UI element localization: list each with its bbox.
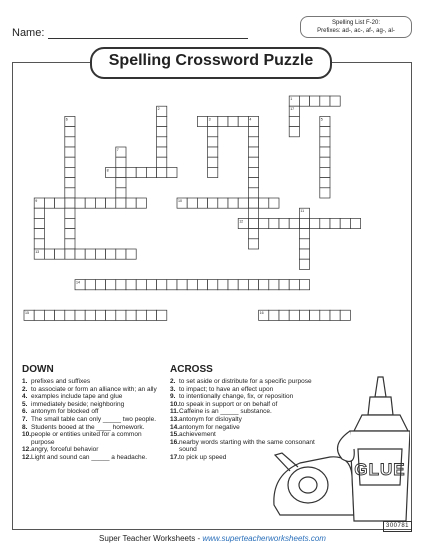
clue-text: to intentionally change, fix, or reposition [179, 393, 294, 401]
clue-text: to pick up speed [179, 453, 227, 461]
crossword-cell[interactable] [208, 147, 218, 157]
crossword-cell[interactable] [208, 167, 218, 177]
clue-text: antonym for disloyalty [179, 415, 242, 423]
clue-number: 13. [170, 415, 180, 423]
crossword-cell[interactable] [320, 178, 330, 188]
crossword-cell[interactable] [116, 167, 126, 177]
crossword-cell[interactable] [330, 96, 340, 106]
crossword-cell[interactable] [238, 280, 248, 290]
crossword-cell[interactable] [248, 137, 258, 147]
clue-text: Caffeine is an _____ substance. [179, 408, 272, 416]
list-prefixes: Prefixes: ad-, ac-, af-, ag-, al- [317, 28, 395, 34]
crossword-cell[interactable] [106, 249, 116, 259]
crossword-cell[interactable] [208, 280, 218, 290]
crossword-cell[interactable] [65, 249, 75, 259]
crossword-cell[interactable] [320, 310, 330, 320]
crossword-cell[interactable] [279, 280, 289, 290]
crossword-cell[interactable] [95, 310, 105, 320]
down-clue [22, 416, 162, 424]
crossword-cell[interactable] [34, 310, 44, 320]
clue-number: 8. [22, 423, 28, 431]
clue-text: angry, forceful behavior [31, 446, 99, 454]
crossword-cell[interactable] [157, 280, 167, 290]
clue-text: to associate or form an alliance with; an ally [31, 385, 157, 393]
clue-number: 12. [22, 453, 32, 461]
clue-number: 12. [22, 446, 32, 454]
crossword-cell[interactable] [289, 310, 299, 320]
crossword-cell[interactable] [248, 188, 258, 198]
crossword-cell[interactable] [126, 167, 136, 177]
crossword-cell[interactable] [187, 280, 197, 290]
crossword-cell[interactable] [299, 310, 309, 320]
clue-number: 2. [22, 385, 28, 393]
down-clue [22, 431, 162, 446]
crossword-cell[interactable] [126, 280, 136, 290]
crossword-cell[interactable] [55, 198, 65, 208]
crossword-cell[interactable] [248, 198, 258, 208]
crossword-cell[interactable] [116, 178, 126, 188]
crossword-cell[interactable] [157, 137, 167, 147]
clue-text: people or entities united for a common purpose [31, 431, 142, 446]
name-label: Name: [12, 27, 45, 39]
clue-text: to speak in support or on behalf of [179, 400, 278, 408]
crossword-cell[interactable] [136, 310, 146, 320]
crossword-cell[interactable] [55, 310, 65, 320]
crossword-cell[interactable] [228, 198, 238, 208]
clue-text: Students booed at the ____ homework. [31, 423, 145, 431]
crossword-cell[interactable] [55, 249, 65, 259]
cell-number: 10 [178, 199, 182, 203]
crossword-cell[interactable] [126, 198, 136, 208]
cell-number: 1 [290, 97, 293, 101]
crossword-cell[interactable] [248, 127, 258, 137]
crossword-cell[interactable] [269, 218, 279, 228]
crossword-cell[interactable] [65, 167, 75, 177]
crossword-cell[interactable] [106, 310, 116, 320]
crossword-cell[interactable] [299, 96, 309, 106]
cell-number: 17 [290, 107, 295, 112]
crossword-cell[interactable] [65, 310, 75, 320]
crossword-cell[interactable] [248, 157, 258, 167]
crossword-cell[interactable] [320, 188, 330, 198]
cell-number: 13 [35, 250, 40, 254]
crossword-cell[interactable] [299, 249, 309, 259]
crossword-cell[interactable] [65, 178, 75, 188]
crossword-cell[interactable] [289, 280, 299, 290]
crossword-cell[interactable] [157, 157, 167, 167]
down-clue [22, 446, 162, 454]
crossword-cell[interactable] [330, 310, 340, 320]
crossword-cell[interactable] [167, 280, 177, 290]
crossword-cell[interactable] [44, 310, 54, 320]
crossword-cell[interactable] [330, 218, 340, 228]
clue-text: antonym for negative [179, 423, 240, 431]
clue-number: 2. [170, 378, 176, 385]
crossword-cell[interactable] [85, 280, 95, 290]
crossword-cell[interactable] [167, 167, 177, 177]
cell-number: 5 [320, 117, 323, 122]
clue-text: nearby words starting with the same consonant sound [179, 438, 315, 454]
crossword-cell[interactable] [208, 157, 218, 167]
crossword-cell[interactable] [44, 198, 54, 208]
cell-number: 14 [76, 280, 80, 285]
cell-number: 3 [208, 117, 211, 122]
crossword-cell[interactable] [75, 310, 85, 320]
clue-text: achievement [179, 431, 216, 439]
clue-number: 1. [22, 378, 28, 385]
clue-text: to set aside or distribute for a specific purpose [179, 378, 312, 385]
clue-number: 10. [22, 431, 32, 439]
clue-number: 17. [170, 453, 180, 461]
crossword-cell[interactable] [238, 116, 248, 126]
footer-brand: Super Teacher Worksheets - [99, 534, 203, 543]
crossword-cell[interactable] [279, 218, 289, 228]
crossword-cell[interactable] [248, 167, 258, 177]
crossword-cell[interactable] [269, 310, 279, 320]
crossword-cell[interactable] [320, 96, 330, 106]
crossword-cell[interactable] [248, 147, 258, 157]
crossword-cell[interactable] [320, 218, 330, 228]
clue-text: immediately beside; neighboring [31, 400, 125, 408]
worksheet-code: 300781 [383, 521, 412, 532]
crossword-cell[interactable] [126, 310, 136, 320]
glue-bottle-illustration [270, 375, 410, 525]
crossword-cell[interactable] [65, 198, 75, 208]
clue-number: 7. [22, 415, 28, 423]
crossword-cell[interactable] [248, 239, 258, 249]
crossword-cell[interactable] [65, 218, 75, 228]
crossword-cell[interactable] [248, 208, 258, 218]
crossword-cell[interactable] [269, 280, 279, 290]
crossword-cell[interactable] [146, 310, 156, 320]
crossword-cell[interactable] [65, 188, 75, 198]
crossword-cell[interactable] [218, 116, 228, 126]
crossword-cell[interactable] [126, 249, 136, 259]
down-heading: DOWN [22, 364, 54, 375]
clue-text: to impact; to have an effect upon [179, 385, 274, 393]
crossword-cell[interactable] [85, 310, 95, 320]
down-clue [22, 454, 162, 462]
crossword-cell[interactable] [228, 116, 238, 126]
crossword-cell[interactable] [197, 198, 207, 208]
crossword-cell[interactable] [34, 208, 44, 218]
crossword-cell[interactable] [106, 280, 116, 290]
crossword-cell[interactable] [248, 280, 258, 290]
crossword-cell[interactable] [95, 249, 105, 259]
crossword-cell[interactable] [65, 127, 75, 137]
crossword-cell[interactable] [259, 218, 269, 228]
crossword-cell[interactable] [177, 280, 187, 290]
crossword-cell[interactable] [65, 147, 75, 157]
crossword-cell[interactable] [350, 218, 360, 228]
crossword-cell[interactable] [34, 239, 44, 249]
clue-text: Light and sound can _____ a headache. [31, 453, 148, 461]
down-clues [22, 378, 162, 462]
clue-number: 6. [22, 408, 28, 416]
crossword-cell[interactable] [157, 127, 167, 137]
clue-text: prefixes and suffixes [31, 378, 91, 385]
down-clue [22, 401, 162, 409]
crossword-cell[interactable] [259, 280, 269, 290]
crossword-cell[interactable] [95, 198, 105, 208]
down-clue [22, 408, 162, 416]
cell-number: 2 [157, 107, 160, 112]
crossword-cell[interactable] [85, 198, 95, 208]
crossword-cell[interactable] [65, 229, 75, 239]
crossword-cell[interactable] [65, 208, 75, 218]
crossword-cell[interactable] [197, 116, 207, 126]
clue-number: 15. [170, 431, 180, 439]
clue-number: 4. [22, 393, 28, 401]
crossword-cell[interactable] [310, 96, 320, 106]
clue-number: 14. [170, 423, 180, 431]
clue-text: antonym for blocked off [31, 408, 99, 416]
list-title: Spelling List F-20: [331, 20, 381, 26]
crossword-cell[interactable] [320, 137, 330, 147]
down-clue [22, 424, 162, 432]
clue-number: 11. [170, 408, 179, 416]
crossword-cell[interactable] [248, 178, 258, 188]
crossword-cell[interactable] [85, 249, 95, 259]
crossword-cell[interactable] [320, 127, 330, 137]
clue-number: 10. [170, 400, 180, 408]
crossword-cell[interactable] [157, 147, 167, 157]
crossword-cell[interactable] [106, 198, 116, 208]
crossword-cell[interactable] [136, 280, 146, 290]
crossword-cell[interactable] [299, 229, 309, 239]
crossword-cell[interactable] [320, 157, 330, 167]
crossword-cell[interactable] [116, 310, 126, 320]
crossword-cell[interactable] [279, 310, 289, 320]
crossword-cell[interactable] [299, 239, 309, 249]
crossword-cell[interactable] [157, 167, 167, 177]
crossword-cell[interactable] [65, 137, 75, 147]
cell-number: 16 [259, 311, 264, 316]
crossword-cell[interactable] [208, 198, 218, 208]
crossword-cell[interactable] [146, 280, 156, 290]
crossword-cell[interactable] [259, 198, 269, 208]
crossword-cell[interactable] [269, 198, 279, 208]
clue-number: 3. [170, 385, 176, 393]
crossword-cell[interactable] [289, 127, 299, 137]
cell-number: 8 [106, 168, 109, 173]
crossword-cell[interactable] [320, 167, 330, 177]
clue-number: 5. [22, 400, 28, 408]
crossword-cell[interactable] [157, 310, 167, 320]
crossword-cell[interactable] [310, 310, 320, 320]
crossword-cell[interactable] [289, 116, 299, 126]
crossword-cell[interactable] [310, 218, 320, 228]
crossword-cell[interactable] [228, 280, 238, 290]
page-title: Spelling Crossword Puzzle [90, 47, 332, 79]
crossword-cell[interactable] [65, 157, 75, 167]
cell-number: 11 [300, 209, 305, 214]
crossword-cell[interactable] [157, 116, 167, 126]
cell-number: 7 [116, 148, 119, 152]
crossword-cell[interactable] [218, 280, 228, 290]
down-clue [22, 393, 162, 401]
crossword-cell[interactable] [34, 218, 44, 228]
crossword-cell[interactable] [34, 229, 44, 239]
crossword-cell[interactable] [197, 280, 207, 290]
down-clue [22, 386, 162, 394]
crossword-cell[interactable] [340, 218, 350, 228]
glue-label: GLUE [354, 460, 406, 479]
crossword-cell[interactable] [208, 137, 218, 147]
crossword-cell[interactable] [299, 280, 309, 290]
crossword-cell[interactable] [116, 157, 126, 167]
crossword-cell[interactable] [116, 249, 126, 259]
crossword-cell[interactable] [75, 198, 85, 208]
clue-text: The small table can only _____ two people. [31, 415, 157, 423]
crossword-cell[interactable] [340, 310, 350, 320]
cell-number: 12 [239, 219, 244, 224]
crossword-cell[interactable] [116, 280, 126, 290]
cell-number: 6 [65, 117, 68, 122]
crossword-cell[interactable] [95, 280, 105, 290]
crossword-cell[interactable] [44, 249, 54, 259]
crossword-cell[interactable] [299, 218, 309, 228]
crossword-cell[interactable] [136, 198, 146, 208]
crossword-cell[interactable] [208, 127, 218, 137]
crossword-cell[interactable] [218, 198, 228, 208]
crossword-cell[interactable] [136, 167, 146, 177]
down-clue [22, 378, 162, 386]
crossword-cell[interactable] [299, 259, 309, 269]
crossword-cell[interactable] [248, 229, 258, 239]
crossword-cell[interactable] [320, 147, 330, 157]
clue-number: 9. [170, 393, 176, 401]
crossword-cell[interactable] [75, 249, 85, 259]
crossword-cell[interactable] [65, 239, 75, 249]
footer-url[interactable]: www.superteacherworksheets.com [202, 534, 326, 543]
clue-text: examples include tape and glue [31, 393, 123, 401]
crossword-cell[interactable] [289, 218, 299, 228]
cell-number: 9 [35, 199, 38, 203]
footer [0, 534, 425, 543]
crossword-cell[interactable] [187, 198, 197, 208]
cell-number: 15 [25, 311, 29, 316]
crossword-cell[interactable] [238, 198, 248, 208]
cell-number: 4 [249, 117, 252, 122]
crossword-cell[interactable] [116, 188, 126, 198]
crossword-cell[interactable] [116, 198, 126, 208]
clue-number: 16. [170, 438, 180, 446]
crossword-cell[interactable] [248, 218, 258, 228]
across-heading: ACROSS [170, 364, 213, 375]
crossword-cell[interactable] [146, 167, 156, 177]
